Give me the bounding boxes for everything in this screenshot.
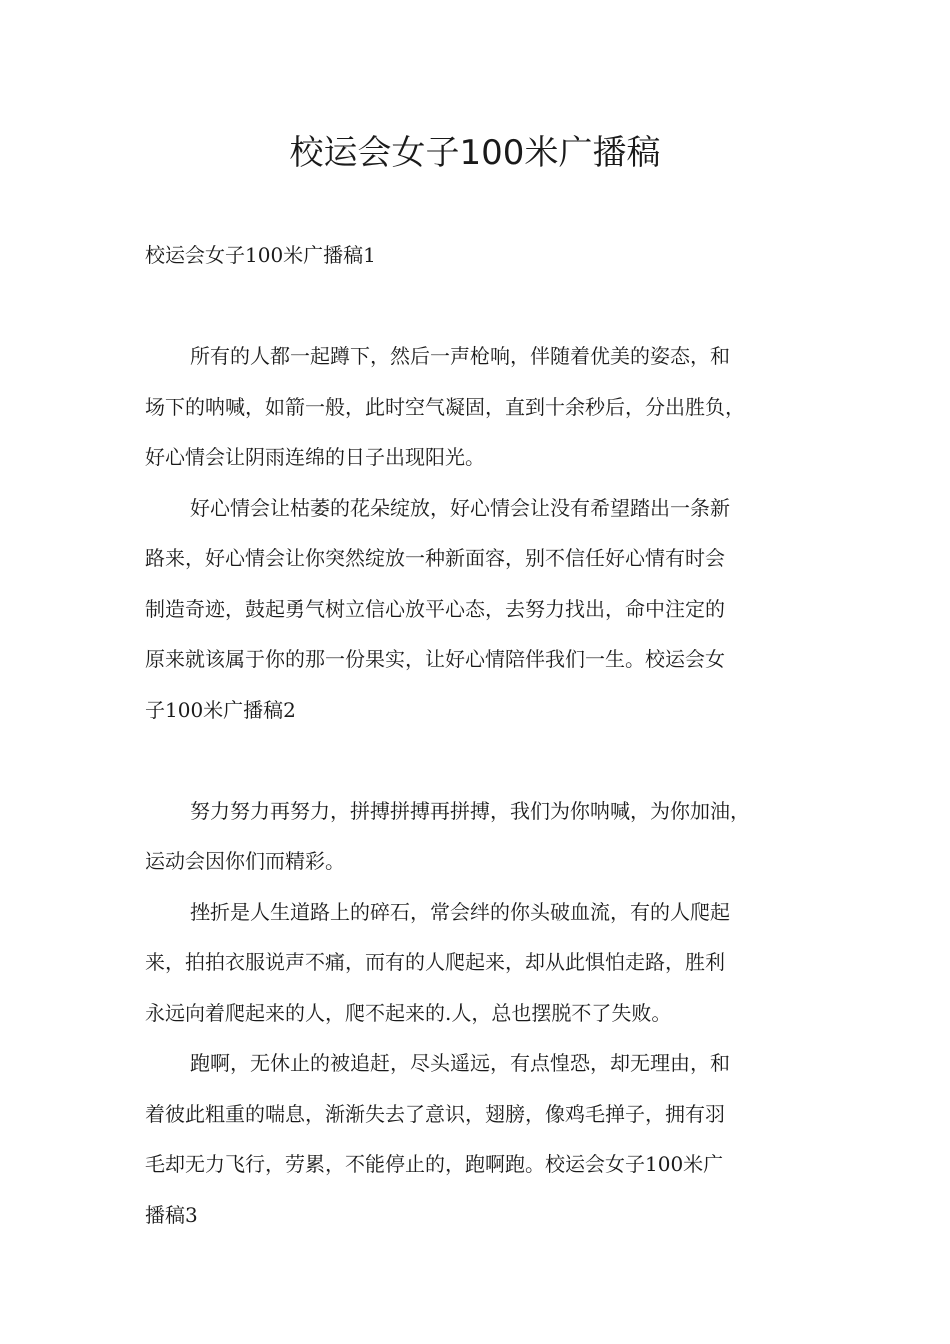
paragraph-line: 跑啊，无休止的被追赶，尽头遥远，有点惶恐，却无理由，和	[190, 1051, 730, 1075]
paragraph-line: 运动会因你们而精彩。	[145, 849, 345, 873]
blank-line	[145, 735, 815, 786]
paragraph-line: 好心情会让阴雨连绵的日子出现阳光。	[145, 445, 485, 469]
document-body	[145, 230, 815, 1240]
paragraph-line: 场下的呐喊，如箭一般，此时空气凝固，直到十余秒后，分出胜负，	[145, 394, 745, 419]
paragraph-line: 挫折是人生道路上的碎石，常会绊的你头破血流，有的人爬起	[190, 899, 730, 924]
paragraph-line: 原来就该属于你的那一份果实，让好心情陪伴我们一生。校运会女	[145, 647, 725, 671]
blank-line	[145, 281, 815, 332]
document-title: 校运会女子100米广播稿	[289, 133, 661, 173]
paragraph-line: 制造奇迹，鼓起勇气树立信心放平心态，去努力找出，命中注定的	[145, 596, 725, 621]
paragraph-line: 所有的人都一起蹲下，然后一声枪响，伴随着优美的姿态，和	[190, 344, 730, 368]
paragraph-line: 来，拍拍衣服说声不痛，而有的人爬起来，却从此惧怕走路，胜利	[145, 950, 725, 974]
section-heading-1: 校运会女子100米广播稿1	[145, 243, 376, 267]
paragraph-line: 着彼此粗重的喘息，渐渐失去了意识，翅膀，像鸡毛掸子，拥有羽	[145, 1101, 725, 1126]
paragraph-line: 永远向着爬起来的人，爬不起来的.人，总也摆脱不了失败。	[145, 1000, 672, 1025]
section-heading-2: 子100米广播稿2	[145, 697, 296, 722]
section-heading-3: 播稿3	[145, 1202, 198, 1227]
paragraph-line: 努力努力再努力，拼搏拼搏再拼搏，我们为你呐喊，为你加油，	[190, 798, 750, 823]
paragraph-line: 好心情会让枯萎的花朵绽放，好心情会让没有希望踏出一条新	[190, 495, 730, 520]
paragraph-line: 路来，好心情会让你突然绽放一种新面容，别不信任好心情有时会	[145, 546, 725, 570]
paragraph-line: 毛却无力飞行，劳累，不能停止的，跑啊跑。校运会女子100米广	[145, 1152, 724, 1176]
